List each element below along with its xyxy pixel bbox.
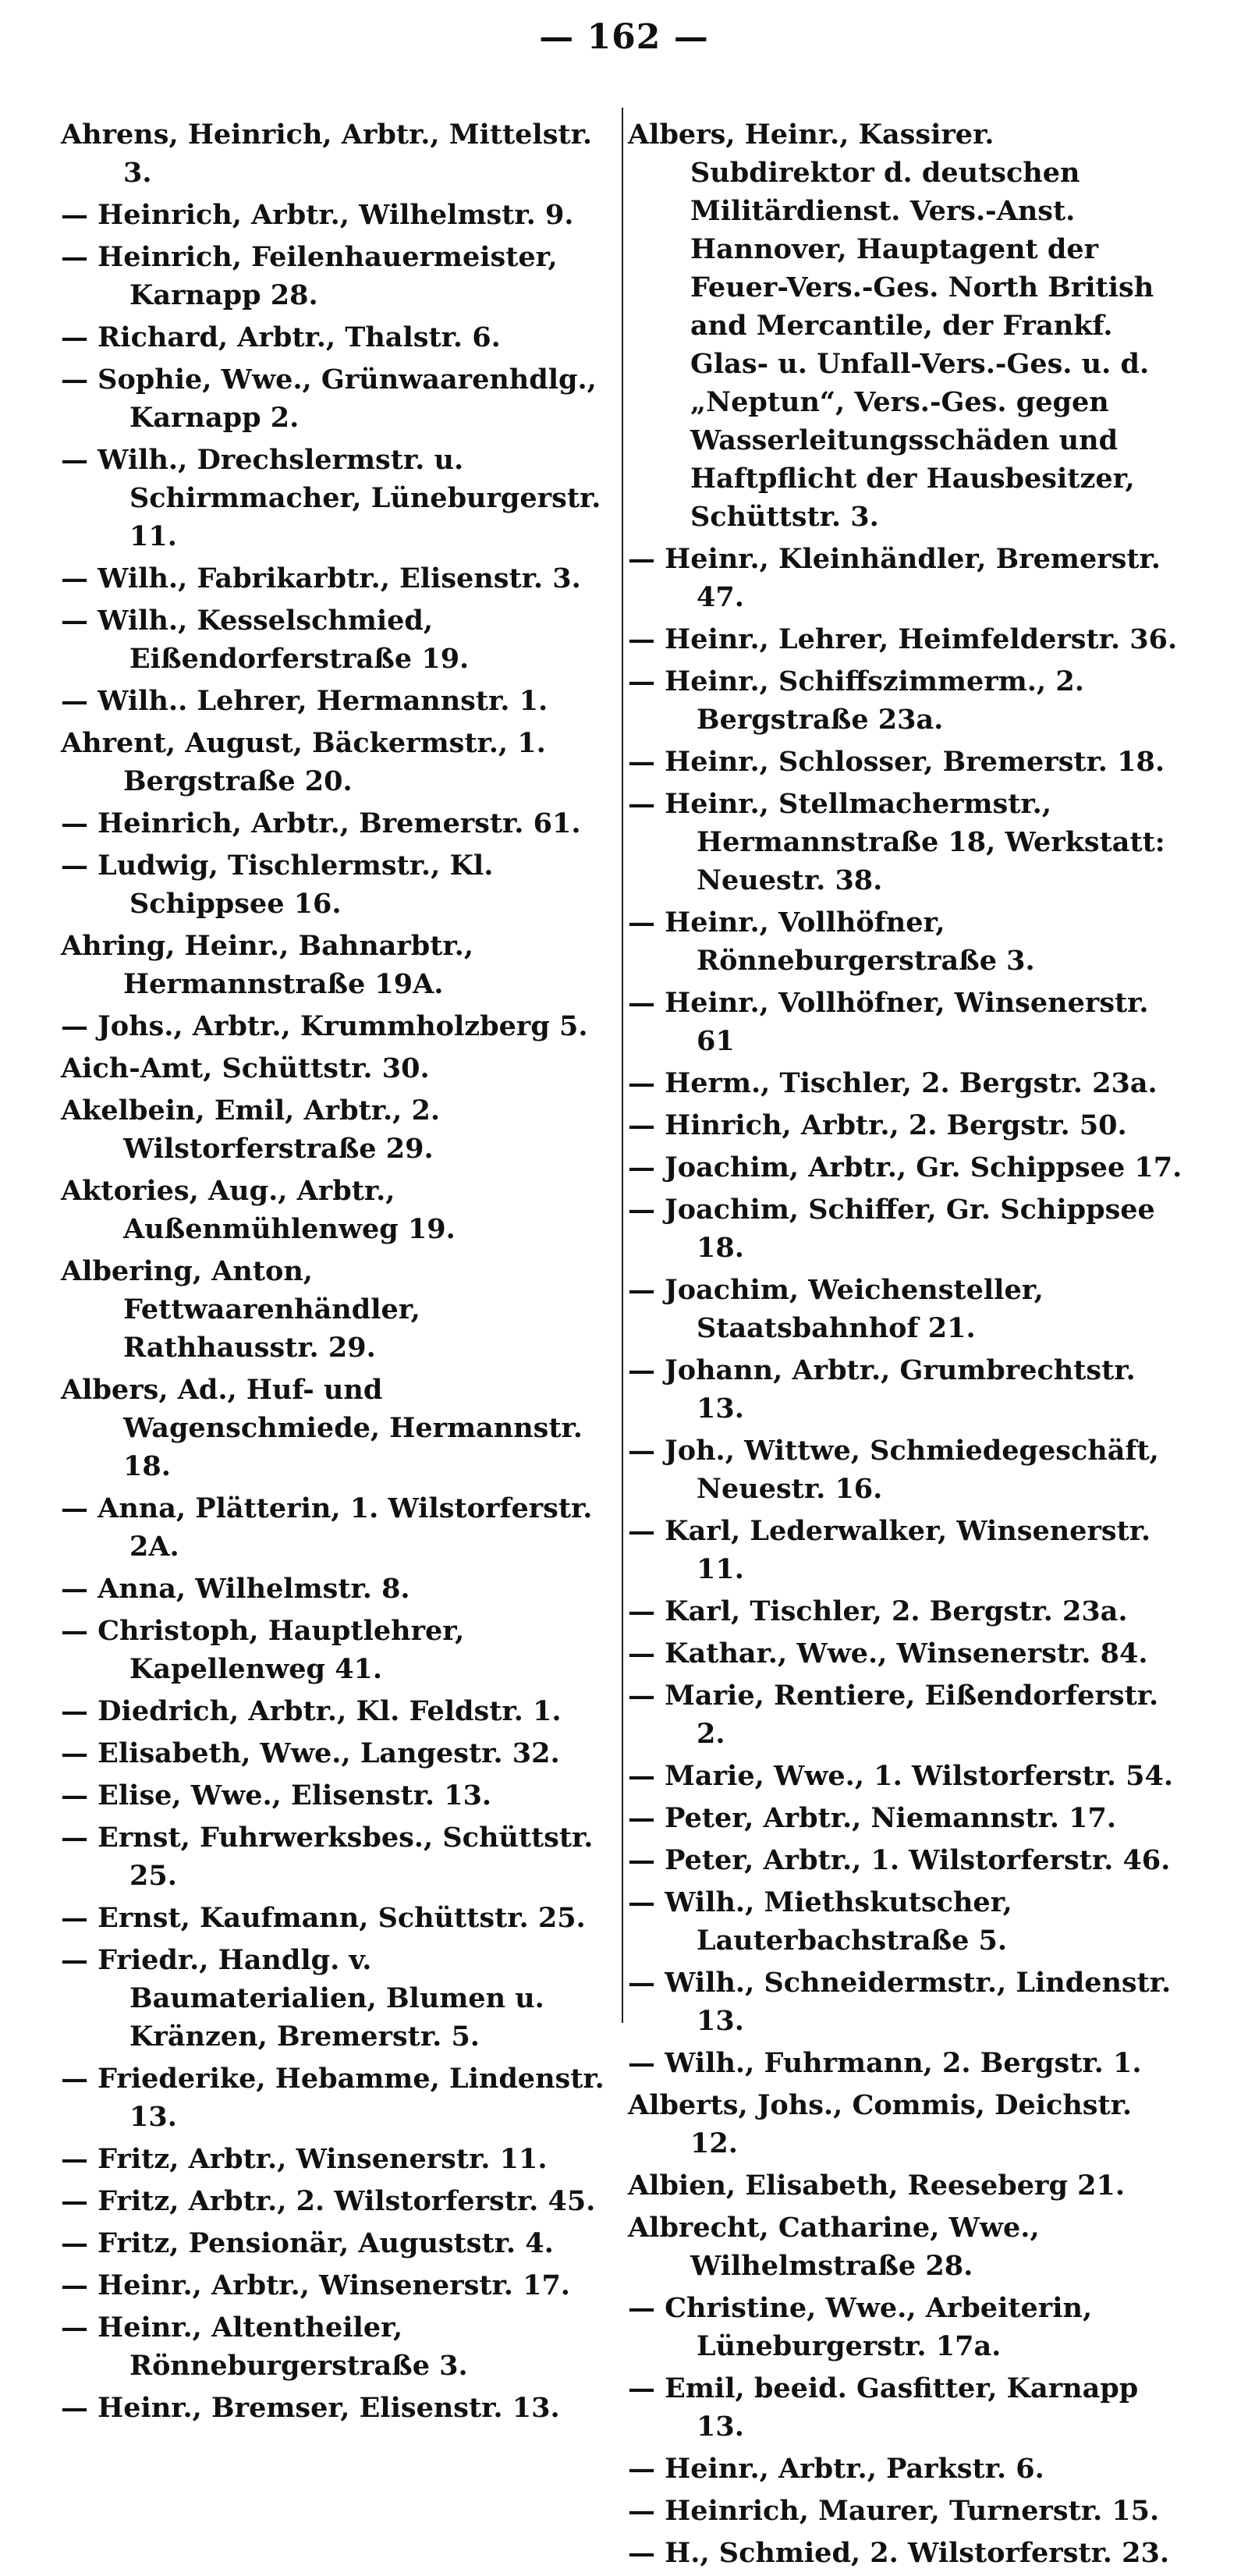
directory-entry: — Christoph, Hauptlehrer, Kapellenweg 41. xyxy=(61,1615,465,1685)
directory-entry: — Fritz, Pensionär, Auguststr. 4. xyxy=(61,2227,554,2259)
directory-entry: — Heinr., Kleinhändler, Bremerstr. 47. xyxy=(628,543,1161,613)
directory-entry: Ahrens, Heinrich, Arbtr., Mittelstr. 3. xyxy=(61,119,593,189)
directory-entry: — Elise, Wwe., Elisenstr. 13. xyxy=(61,1779,492,1811)
directory-entry: — Sophie, Wwe., Grünwaarenhdlg., Karnapp 2. xyxy=(61,364,597,434)
directory-entry: — Wilh., Schneidermstr., Lindenstr. 13. xyxy=(628,1967,1172,2037)
directory-entry: — Heinr., Altentheiler, Rönneburgerstraße 3. xyxy=(61,2312,468,2382)
directory-entry: — Heinrich, Arbtr., Bremerstr. 61. xyxy=(61,807,581,839)
directory-entry: Albers, Ad., Huf- und Wagenschmiede, Hermannstr. 18. xyxy=(61,1374,583,1482)
directory-entry: — Marie, Wwe., 1. Wilstorferstr. 54. xyxy=(628,1760,1174,1792)
left-column xyxy=(61,115,616,2431)
column-divider xyxy=(622,108,623,2023)
directory-entry: Albers, Heinr., Kassirer. Subdirektor d. deutschen Militärdienst. Vers.-Anst. Hannover, Hauptagent der Feuer-Vers.-Ges. North British and Mercantile, der Frankf. Glas- u. Unfall-Vers.-Ges. u. d. „Neptun“, Vers.-Ges. gegen Wasserleitungsschäden und Haftpflicht der Hausbesitzer, Schüttstr. 3. xyxy=(628,119,1154,533)
directory-entry: — Joachim, Weichensteller, Staatsbahnhof 21. xyxy=(628,1274,1044,1344)
directory-entry: — Heinr., Vollhöfner, Winsenerstr. 61 xyxy=(628,987,1149,1057)
directory-entry: — Heinr., Arbtr., Winsenerstr. 17. xyxy=(61,2269,570,2301)
directory-entry: — Kathar., Wwe., Winsenerstr. 84. xyxy=(628,1637,1148,1669)
right-column xyxy=(628,115,1183,2576)
directory-entry: — Fritz, Arbtr., 2. Wilstorferstr. 45. xyxy=(61,2185,596,2217)
directory-entry: — Wilh., Kesselschmied, Eißendorferstraße 19. xyxy=(61,605,470,675)
directory-entry: — Hinrich, Arbtr., 2. Bergstr. 50. xyxy=(628,1109,1127,1141)
directory-entry: — Wilh.. Lehrer, Hermannstr. 1. xyxy=(61,685,548,717)
directory-entry: — Anna, Plätterin, 1. Wilstorferstr. 2A. xyxy=(61,1492,593,1563)
directory-entry: — Heinr., Lehrer, Heimfelderstr. 36. xyxy=(628,623,1178,655)
directory-entry: — Heinrich, Feilenhauermeister, Karnapp 28. xyxy=(61,241,558,311)
directory-entry: Alberts, Johs., Commis, Deichstr. 12. xyxy=(628,2089,1133,2159)
directory-entry: Albering, Anton, Fettwaarenhändler, Rathhausstr. 29. xyxy=(61,1255,420,1364)
directory-entry: — Friedr., Handlg. v. Baumaterialien, Blumen u. Kränzen, Bremerstr. 5. xyxy=(61,1944,544,2053)
directory-entry: — Johann, Arbtr., Grumbrechtstr. 13. xyxy=(628,1354,1136,1425)
directory-entry: — Heinr., Schlosser, Bremerstr. 18. xyxy=(628,746,1165,778)
directory-entry: — Karl, Tischler, 2. Bergstr. 23a. xyxy=(628,1595,1128,1627)
directory-entry: — Wilh., Miethskutscher, Lauterbachstraße 5. xyxy=(628,1886,1012,1957)
directory-entry: — Wilh., Fuhrmann, 2. Bergstr. 1. xyxy=(628,2047,1142,2079)
directory-entry: — Ludwig, Tischlermstr., Kl. Schippsee 16. xyxy=(61,850,494,920)
directory-entry: — Ernst, Kaufmann, Schüttstr. 25. xyxy=(61,1902,586,1934)
directory-entry: — Diedrich, Arbtr., Kl. Feldstr. 1. xyxy=(61,1695,562,1727)
directory-entry: Albrecht, Catharine, Wwe., Wilhelmstraße 28. xyxy=(628,2212,1040,2282)
directory-entry: — Heinr., Vollhöfner, Rönneburgerstraße 3. xyxy=(628,907,1035,977)
directory-entry: — Joachim, Arbtr., Gr. Schippsee 17. xyxy=(628,1151,1182,1183)
directory-entry: — Joh., Wittwe, Schmiedegeschäft, Neuestr. 16. xyxy=(628,1435,1159,1505)
directory-entry: Ahring, Heinr., Bahnarbtr., Hermannstraße 19A. xyxy=(61,930,473,1000)
directory-entry: — Emil, beeid. Gasfitter, Karnapp 13. xyxy=(628,2372,1139,2443)
directory-entry: Ahrent, August, Bäckermstr., 1. Bergstraße 20. xyxy=(61,727,546,797)
directory-entry: — Fritz, Arbtr., Winsenerstr. 11. xyxy=(61,2143,548,2175)
page-number: — 162 — xyxy=(539,17,709,57)
directory-entry: — Peter, Arbtr., 1. Wilstorferstr. 46. xyxy=(628,1844,1171,1876)
directory-entry: Aktories, Aug., Arbtr., Außenmühlenweg 19. xyxy=(61,1175,456,1245)
directory-entry: — Karl, Lederwalker, Winsenerstr. 11. xyxy=(628,1515,1151,1585)
directory-entry: — Anna, Wilhelmstr. 8. xyxy=(61,1573,410,1605)
directory-entry: — Friederike, Hebamme, Lindenstr. 13. xyxy=(61,2063,604,2133)
directory-entry: — Johs., Arbtr., Krummholzberg 5. xyxy=(61,1010,588,1042)
directory-entry: — Ernst, Fuhrwerksbes., Schüttstr. 25. xyxy=(61,1822,594,1892)
directory-entry: Akelbein, Emil, Arbtr., 2. Wilstorferstraße 29. xyxy=(61,1095,441,1165)
directory-entry: — Marie, Rentiere, Eißendorferstr. 2. xyxy=(628,1680,1159,1750)
directory-entry: Albien, Elisabeth, Reeseberg 21. xyxy=(628,2170,1126,2202)
directory-entry: — Heinrich, Maurer, Turnerstr. 15. xyxy=(628,2495,1160,2527)
directory-entry: — Heinr., Arbtr., Parkstr. 6. xyxy=(628,2453,1044,2485)
directory-entry: — Wilh., Fabrikarbtr., Elisenstr. 3. xyxy=(61,562,581,594)
directory-entry: — Wilh., Drechslermstr. u. Schirmmacher, Lüneburgerstr. 11. xyxy=(61,444,601,552)
directory-entry: — H., Schmied, 2. Wilstorferstr. 23. xyxy=(628,2537,1170,2569)
directory-entry: — Peter, Arbtr., Niemannstr. 17. xyxy=(628,1802,1117,1834)
directory-entry: — Heinrich, Arbtr., Wilhelmstr. 9. xyxy=(61,199,574,231)
directory-entry: — Joachim, Schiffer, Gr. Schippsee 18. xyxy=(628,1194,1155,1264)
directory-entry: — Heinr., Bremser, Elisenstr. 13. xyxy=(61,2392,560,2424)
directory-entry: Aich-Amt, Schüttstr. 30. xyxy=(61,1052,430,1084)
directory-entry: — Christine, Wwe., Arbeiterin, Lüneburgerstr. 17a. xyxy=(628,2292,1093,2362)
directory-entry: — Richard, Arbtr., Thalstr. 6. xyxy=(61,321,501,353)
directory-entry: — Heinr., Stellmachermstr., Hermannstraße 18, Werkstatt: Neuestr. 38. xyxy=(628,788,1165,896)
directory-entry: — Herm., Tischler, 2. Bergstr. 23a. xyxy=(628,1067,1158,1099)
directory-entry: — Elisabeth, Wwe., Langestr. 32. xyxy=(61,1737,560,1769)
directory-entry: — Heinr., Schiffszimmerm., 2. Bergstraße 23a. xyxy=(628,665,1084,736)
